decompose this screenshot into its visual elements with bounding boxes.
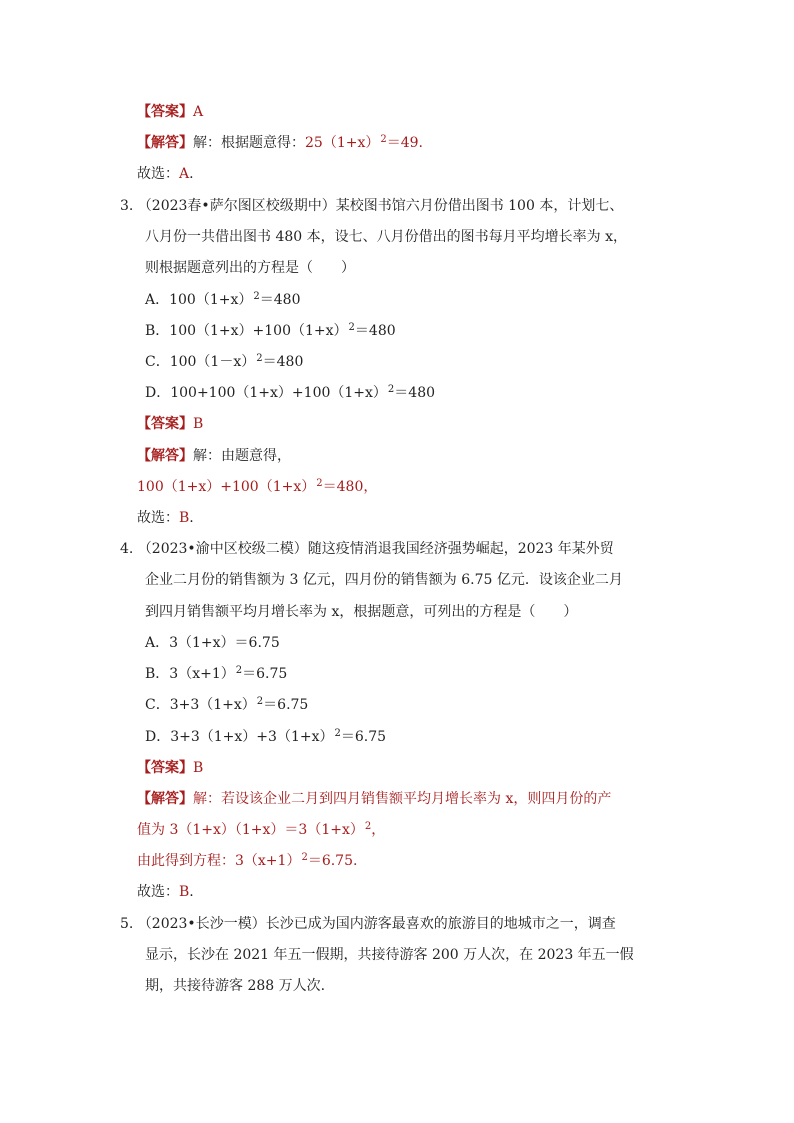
text-run: B: [193, 760, 204, 776]
text-run: ，: [371, 822, 386, 838]
text-line: [137, 820, 385, 842]
text-run: 100（1+x）+100（1+x）: [137, 479, 316, 495]
text-run: D．100+100（1+x）+100（1+x）: [145, 385, 387, 401]
text-run: ＝6.75.: [307, 853, 358, 869]
text-line: [145, 570, 623, 590]
text-line: [137, 789, 611, 809]
text-run: 2: [256, 696, 264, 707]
text-line: [137, 851, 357, 873]
text-line: [145, 727, 386, 749]
text-line: [145, 227, 627, 247]
text-run: 值为 3（1+x）（1+x）＝3（1+x）: [137, 822, 364, 838]
text-run: 2: [256, 353, 263, 364]
text-run: .: [189, 884, 194, 900]
text-run: C．100（1－x）: [145, 354, 256, 370]
text-run: B: [193, 416, 204, 432]
text-run: ＝480: [394, 385, 436, 401]
text-run: 2: [235, 665, 243, 676]
text-run: 25（1+x）: [305, 135, 380, 151]
text-line: [145, 976, 325, 996]
text-line: [137, 102, 203, 122]
text-run: 5. （2023•长沙一模）长沙已成为国内游客最喜欢的旅游目的地城市之一，调查: [120, 916, 616, 932]
text-line: [137, 414, 203, 434]
text-line: [145, 352, 303, 374]
text-run: B．100（1+x）+100（1+x）: [145, 323, 348, 339]
text-run: 由此得到方程：3（x+1）: [137, 853, 301, 869]
text-run: A．100（1+x）: [145, 292, 253, 308]
text-run: 故选：: [137, 884, 179, 900]
text-run: 2: [253, 291, 260, 302]
text-run: ＝480: [354, 323, 396, 339]
text-run: 2: [316, 478, 323, 489]
text-run: ＝480，: [322, 479, 378, 495]
text-run: 【答案】: [137, 104, 193, 120]
text-run: 解：若设该企业二月到四月销售额平均月增长率为 x，则四月份的产: [193, 791, 612, 807]
text-line: [137, 133, 423, 155]
text-run: B: [179, 510, 190, 526]
text-run: ＝6.75: [263, 697, 309, 713]
text-run: D．3+3（1+x）+3（1+x）: [145, 729, 334, 745]
text-run: 八月份一共借出图书 480 本，设七、八月份借出的图书每月平均增长率为 x，: [145, 229, 627, 245]
text-run: 【答案】: [137, 416, 193, 432]
text-run: 2: [364, 821, 372, 832]
text-line: [145, 290, 300, 312]
text-line: [145, 602, 577, 622]
text-run: 故选：: [137, 510, 179, 526]
text-run: 3. （2023春•萨尔图区校级期中）某校图书馆六月份借出图书 100 本，计划七、: [120, 198, 624, 214]
text-run: ＝480: [259, 292, 301, 308]
text-run: ＝6.75: [242, 666, 288, 682]
text-line: [120, 196, 623, 216]
text-line: [137, 508, 194, 528]
text-run: 【答案】: [137, 760, 193, 776]
text-line: [120, 539, 614, 559]
text-line: [137, 477, 377, 499]
text-run: 企业二月份的销售额为 3 亿元，四月份的销售额为 6.75 亿元．设该企业二月: [145, 572, 623, 588]
text-run: ＝49.: [386, 135, 423, 151]
text-run: .: [189, 510, 194, 526]
text-run: B: [179, 884, 190, 900]
text-line: [137, 758, 203, 778]
text-run: 【解答】: [137, 791, 193, 807]
text-run: 4. （2023•渝中区校级二模）随这疫情消退我国经济强势崛起，2023 年某外贸: [120, 541, 614, 557]
text-line: [145, 945, 634, 965]
text-line: [137, 882, 194, 902]
text-run: C．3+3（1+x）: [145, 697, 256, 713]
text-run: ＝6.75: [340, 729, 387, 745]
text-run: 2: [348, 322, 355, 333]
text-run: B．3（x+1）: [145, 666, 235, 682]
text-run: 到四月销售额平均月增长率为 x，根据题意，可列出的方程是（ ）: [145, 604, 578, 620]
text-line: [137, 446, 291, 466]
text-run: 2: [334, 728, 341, 739]
text-line: [120, 914, 616, 934]
text-run: 2: [380, 134, 387, 145]
text-run: A．3（1+x）＝6.75: [145, 635, 280, 651]
text-run: 期，共接待游客 288 万人次.: [145, 978, 326, 994]
text-run: 则根据题意列出的方程是（ ）: [145, 260, 355, 276]
text-run: ＝480: [262, 354, 304, 370]
text-line: [145, 383, 435, 405]
text-run: 2: [387, 384, 395, 395]
text-line: [145, 633, 280, 653]
text-run: 2: [301, 852, 308, 863]
text-line: [145, 664, 287, 686]
text-run: A: [179, 166, 190, 182]
text-run: 解：根据题意得：: [193, 135, 305, 151]
text-line: [145, 695, 308, 717]
text-line: [137, 164, 194, 184]
text-run: 【解答】: [137, 448, 193, 464]
text-line: [145, 321, 396, 343]
text-run: A: [193, 104, 204, 120]
text-run: 故选：: [137, 166, 179, 182]
text-run: 解：由题意得，: [193, 448, 291, 464]
text-line: [145, 258, 355, 278]
text-run: 【解答】: [137, 135, 193, 151]
text-run: 显示，长沙在 2021 年五一假期，共接待游客 200 万人次，在 2023 年五一假: [145, 947, 634, 963]
text-run: .: [189, 166, 194, 182]
